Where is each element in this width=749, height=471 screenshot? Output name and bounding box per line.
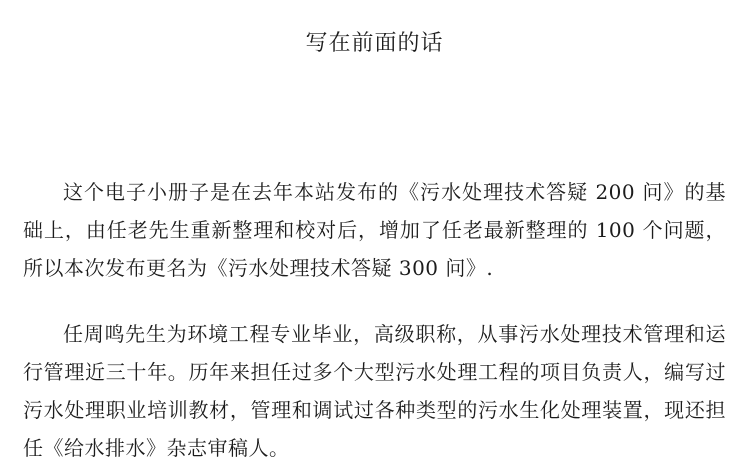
paragraph-intro: 这个电子小册子是在去年本站发布的《污水处理技术答疑 200 问》的基础上，由任老先生重新整理和校对后，增加了任老最新整理的 100 个问题，所以本次发布更名为《污水处理技术答疑 300 问》. — [23, 180, 726, 280]
paragraph-author-bio: 任周鸣先生为环境工程专业毕业，高级职称，从事污水处理技术管理和运行管理近三十年。历年来担任过多个大型污水处理工程的项目负责人，编写过污水处理职业培训教材，管理和调试过各种类型的污水生化处理装置，现还担任《给水排水》杂志审稿人。 — [23, 322, 726, 460]
document-body — [23, 173, 726, 467]
page-title: 写在前面的话 — [305, 31, 444, 56]
